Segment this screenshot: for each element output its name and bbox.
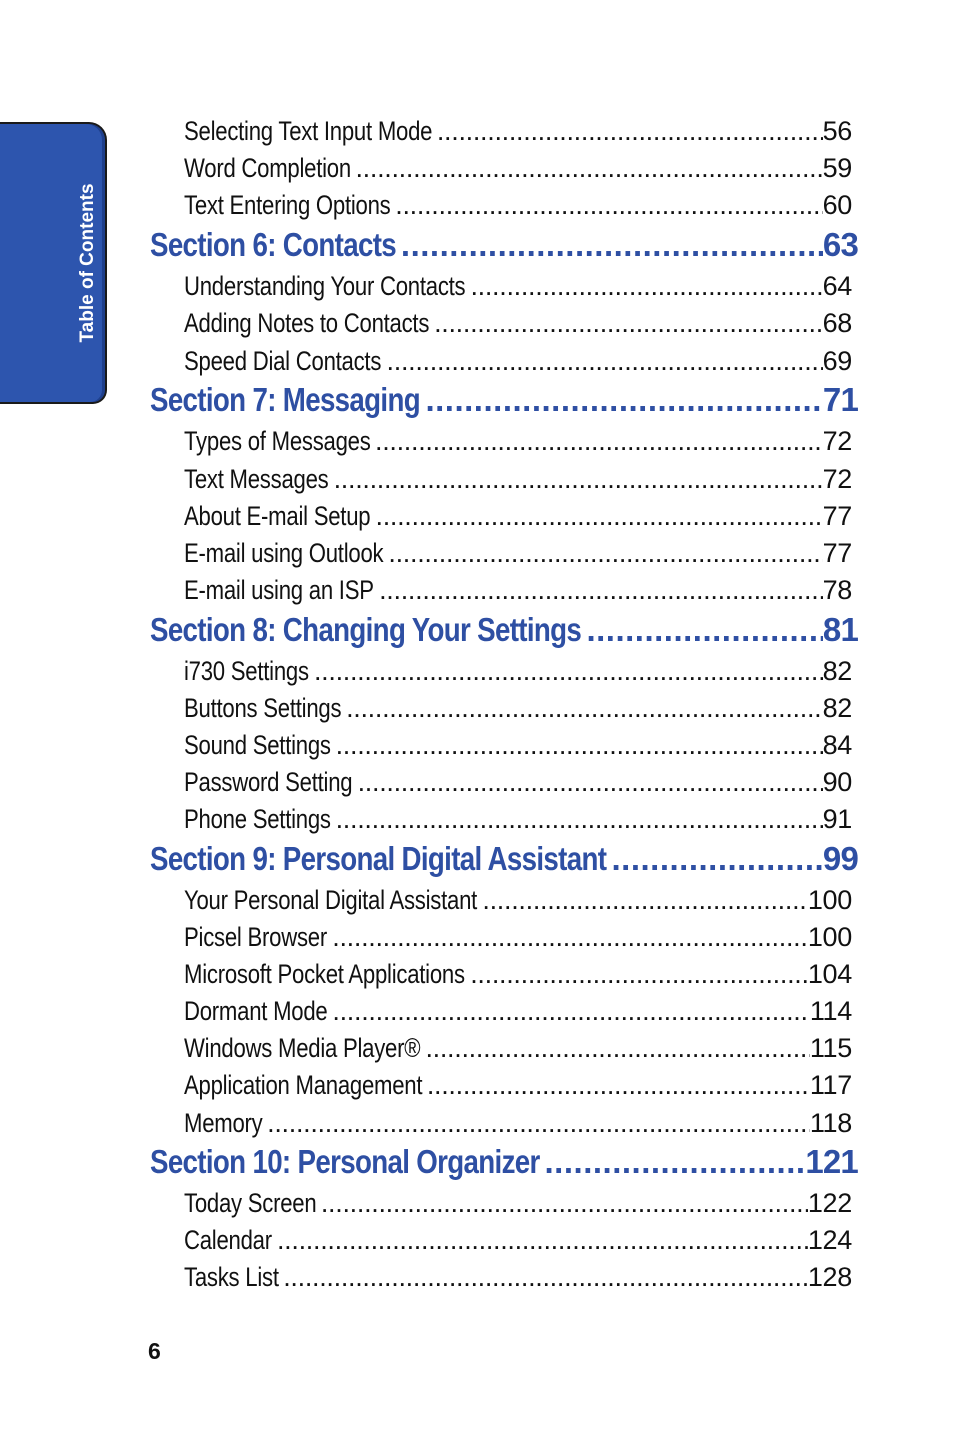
- entry-title: Selecting Text Input Mode: [184, 116, 433, 146]
- dot-leader: [283, 1259, 808, 1295]
- page-ref: 128: [807, 1262, 852, 1292]
- page-ref: 60: [822, 190, 852, 220]
- toc-entry[interactable]: [184, 690, 852, 726]
- toc-entry[interactable]: [184, 113, 852, 149]
- entry-title: E-mail using Outlook: [184, 538, 384, 568]
- entry-title: Today Screen: [184, 1188, 317, 1218]
- section-heading[interactable]: [150, 224, 858, 266]
- page-ref: 59: [822, 153, 852, 183]
- page-ref: 121: [805, 1143, 858, 1180]
- toc-entry[interactable]: [184, 150, 852, 186]
- dot-leader: [321, 1185, 808, 1221]
- page-number: 6: [148, 1338, 161, 1364]
- page-ref: 69: [822, 346, 852, 376]
- section-heading[interactable]: [150, 609, 858, 651]
- dot-leader: [470, 268, 822, 304]
- entry-title: Types of Messages: [184, 426, 371, 456]
- dot-leader: [427, 1067, 810, 1103]
- dot-leader: [267, 1105, 810, 1141]
- section-title: Section 10: Personal Organizer: [150, 1143, 540, 1180]
- page-ref: 64: [822, 271, 852, 301]
- dot-leader: [277, 1222, 808, 1258]
- toc-entry[interactable]: [184, 268, 852, 304]
- page-ref: 115: [809, 1033, 852, 1063]
- entry-title: Word Completion: [184, 153, 351, 183]
- page-ref: 84: [822, 730, 852, 760]
- page-ref: 63: [822, 226, 858, 263]
- toc-entry[interactable]: [184, 956, 852, 992]
- toc-entry[interactable]: [184, 498, 852, 534]
- dot-leader: [545, 1141, 806, 1183]
- entry-title: About E-mail Setup: [184, 501, 371, 531]
- entry-title: Speed Dial Contacts: [184, 346, 382, 376]
- toc-entry[interactable]: [184, 572, 852, 608]
- entry-title: Text Messages: [184, 464, 329, 494]
- dot-leader: [388, 535, 822, 571]
- section-title: Section 8: Changing Your Settings: [150, 611, 582, 648]
- entry-title: Buttons Settings: [184, 693, 342, 723]
- page-ref: 72: [822, 464, 852, 494]
- dot-leader: [314, 653, 823, 689]
- dot-leader: [375, 423, 823, 459]
- page-ref: 122: [807, 1188, 852, 1218]
- entry-title: Calendar: [184, 1225, 272, 1255]
- entry-title: Text Entering Options: [184, 190, 391, 220]
- page-ref: 82: [822, 656, 852, 686]
- page-ref: 77: [822, 501, 852, 531]
- dot-leader: [395, 187, 822, 223]
- entry-title: Your Personal Digital Assistant: [184, 885, 478, 915]
- toc-entry[interactable]: [184, 1105, 852, 1141]
- page-ref: 90: [822, 767, 852, 797]
- section-heading[interactable]: [150, 1141, 858, 1183]
- entry-title: Adding Notes to Contacts: [184, 308, 430, 338]
- dot-leader: [425, 1030, 809, 1066]
- entry-title: Memory: [184, 1108, 263, 1138]
- toc-entry[interactable]: [184, 305, 852, 341]
- toc-entry[interactable]: [184, 1222, 852, 1258]
- page-ref: 77: [822, 538, 852, 568]
- page-ref: 68: [822, 308, 852, 338]
- page-ref: 78: [822, 575, 852, 605]
- dot-leader: [401, 224, 823, 266]
- toc-entry[interactable]: [184, 1067, 852, 1103]
- page-ref: 100: [807, 885, 852, 915]
- section-heading[interactable]: [150, 379, 858, 421]
- dot-leader: [470, 956, 808, 992]
- toc-entry[interactable]: [184, 423, 852, 459]
- entry-title: E-mail using an ISP: [184, 575, 374, 605]
- toc-entry[interactable]: [184, 1185, 852, 1221]
- page-ref: 118: [809, 1108, 852, 1138]
- dot-leader: [336, 727, 823, 763]
- toc-entry[interactable]: [184, 1259, 852, 1295]
- dot-leader: [437, 113, 823, 149]
- page-ref: 71: [822, 381, 858, 418]
- toc-entry[interactable]: [184, 187, 852, 223]
- toc-entry[interactable]: [184, 653, 852, 689]
- section-title: Section 6: Contacts: [150, 226, 397, 263]
- entry-title: Understanding Your Contacts: [184, 271, 466, 301]
- entry-title: Dormant Mode: [184, 996, 328, 1026]
- page-ref: 81: [822, 611, 858, 648]
- dot-leader: [425, 379, 822, 421]
- toc-entry[interactable]: [184, 461, 852, 497]
- page-ref: 104: [807, 959, 852, 989]
- page-ref: 100: [807, 922, 852, 952]
- entry-title: Sound Settings: [184, 730, 331, 760]
- page-ref: 114: [809, 996, 852, 1026]
- side-tab-label: Table of Contents: [77, 183, 98, 343]
- dot-leader: [334, 461, 823, 497]
- dot-leader: [358, 764, 823, 800]
- entry-title: Windows Media Player®: [184, 1033, 421, 1063]
- dot-leader: [611, 838, 822, 880]
- toc-entry[interactable]: [184, 993, 852, 1029]
- page-ref: 117: [809, 1070, 852, 1100]
- dot-leader: [379, 572, 822, 608]
- section-title: Section 7: Messaging: [150, 381, 420, 418]
- entry-title: Microsoft Pocket Applications: [184, 959, 465, 989]
- section-heading[interactable]: [150, 838, 858, 880]
- toc-entry[interactable]: [184, 343, 852, 379]
- dot-leader: [336, 801, 823, 837]
- dot-leader: [434, 305, 822, 341]
- toc-entry[interactable]: [184, 535, 852, 571]
- dot-leader: [332, 993, 809, 1029]
- page-ref: 99: [822, 840, 858, 877]
- page-ref: 72: [822, 426, 852, 456]
- page-ref: 56: [822, 116, 852, 146]
- entry-title: Picsel Browser: [184, 922, 327, 952]
- dot-leader: [355, 150, 822, 186]
- section-title: Section 9: Personal Digital Assistant: [150, 840, 607, 877]
- dot-leader: [332, 919, 808, 955]
- toc-entry[interactable]: [184, 801, 852, 837]
- dot-leader: [586, 609, 822, 651]
- toc-entry[interactable]: [184, 727, 852, 763]
- dot-leader: [376, 498, 823, 534]
- page-ref: 124: [807, 1225, 852, 1255]
- dot-leader: [346, 690, 823, 726]
- toc-entry[interactable]: [184, 1030, 852, 1066]
- dot-leader: [387, 343, 823, 379]
- entry-title: Phone Settings: [184, 804, 331, 834]
- toc-entry[interactable]: [184, 764, 852, 800]
- entry-title: Password Setting: [184, 767, 353, 797]
- entry-title: i730 Settings: [184, 656, 309, 686]
- page-ref: 91: [822, 804, 852, 834]
- page-ref: 82: [822, 693, 852, 723]
- dot-leader: [482, 882, 807, 918]
- entry-title: Tasks List: [184, 1262, 279, 1292]
- toc-entry[interactable]: [184, 882, 852, 918]
- entry-title: Application Management: [184, 1070, 423, 1100]
- toc-entry[interactable]: [184, 919, 852, 955]
